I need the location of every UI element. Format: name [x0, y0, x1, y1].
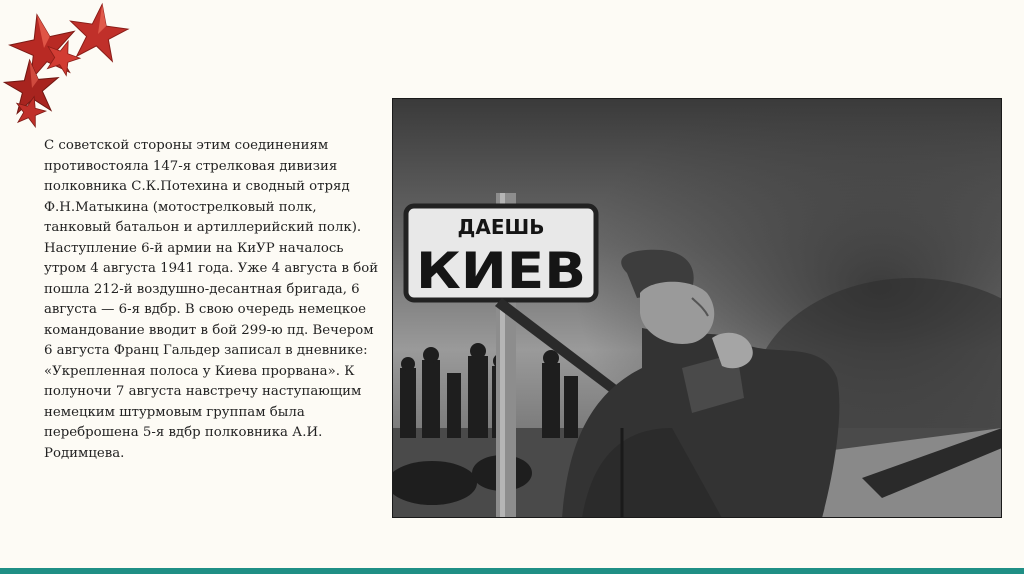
red-stars-decoration	[0, 0, 140, 140]
red-star-icon	[5, 8, 83, 83]
road-sign	[406, 206, 596, 300]
red-star-icon	[66, 0, 131, 63]
historical-photo	[392, 98, 1002, 518]
photo-illustration	[392, 98, 1002, 518]
sign-text-line1: ДАЕШЬ	[457, 215, 545, 239]
bottom-accent-bar	[0, 568, 1024, 574]
sign-text-line2: КИЕВ	[416, 242, 586, 300]
body-paragraph: С советской стороны этим соединениям противостояла 147-я стрелковая дивизия полковника С.К.Потехина и сводный отряд Ф.Н.Матыкина (мотострелковый полк, танковый батальон и артиллерийский полк). Наступление 6-й армии на КиУР началось утром 4 августа 1941 года. Уже 4 августа в бой пошла 212-й воздушно-десантная бригада, 6 августа — 6-я вдбр. В свою очередь немецкое командование вводит в бой 299-ю пд. Вечером 6 августа Франц Гальдер записал в дневнике: «Укрепленная полоса у Киева прорвана». К полуночи 7 августа навстречу наступающим немецким штурмовым группам была переброшена 5-я вдбр полковника А.И. Родимцева.	[44, 138, 379, 461]
body-text-block	[44, 136, 384, 464]
